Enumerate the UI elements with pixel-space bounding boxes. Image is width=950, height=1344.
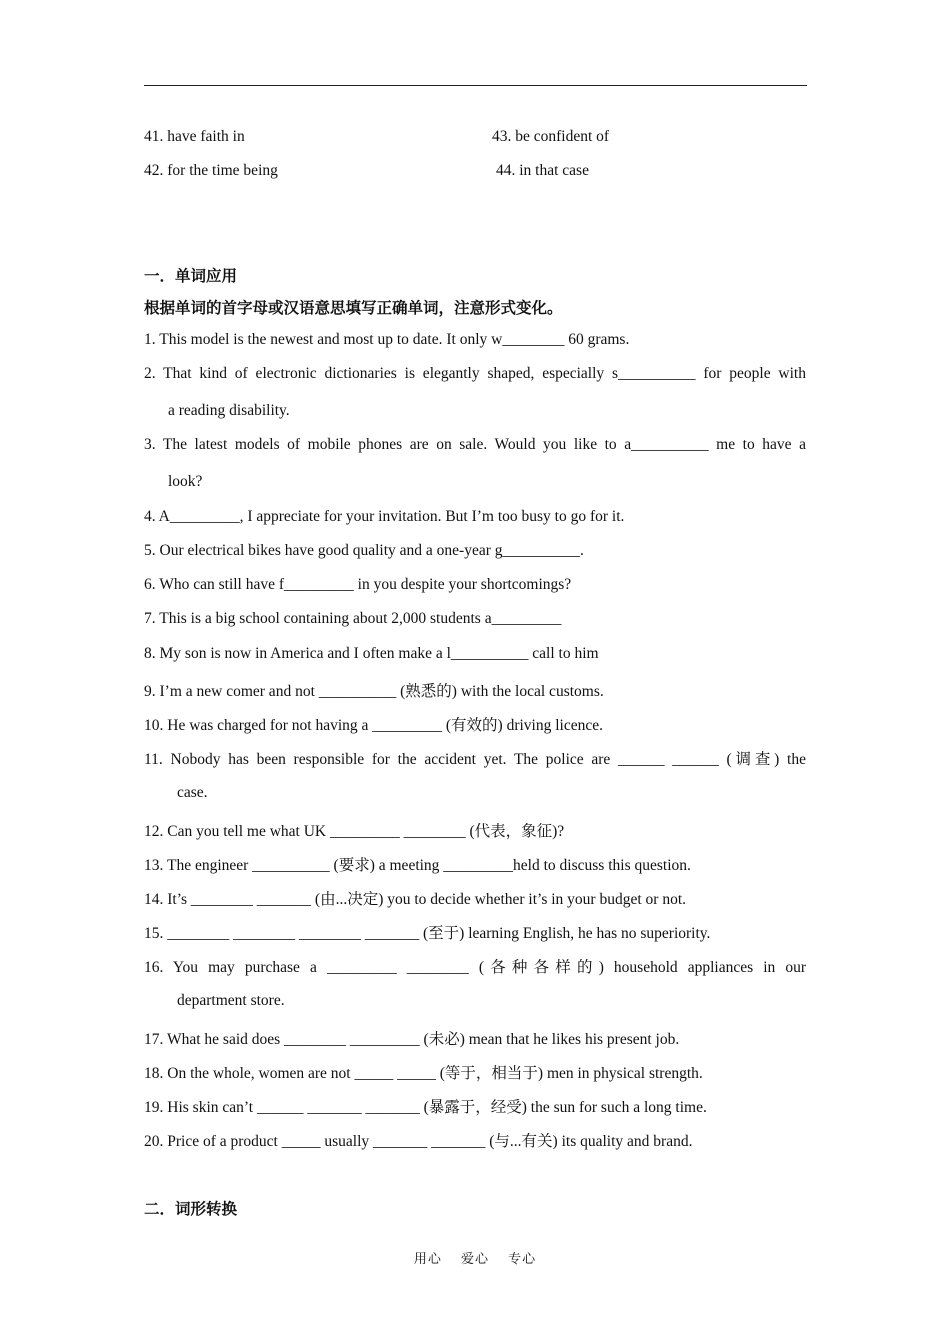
phrase-41: 41. have faith in [144, 128, 245, 145]
question-6: 6. Who can still have f_________ in you despite your shortcomings? [144, 576, 572, 593]
footer-word-2: 爱心 [460, 1252, 489, 1267]
section-1-instruction: 根据单词的首字母或汉语意思填写正确单词，注意形式变化。 [144, 299, 563, 317]
section-1-title: 一．单词应用 [144, 267, 238, 285]
question-16: 16. You may purchase a _________ ________ (各种各样的) household appliances in our [144, 959, 806, 976]
question-3-continuation: look? [168, 473, 203, 490]
question-5: 5. Our electrical bikes have good quality and a one-year g__________. [144, 542, 584, 559]
question-15: 15. ________ ________ ________ _______ (至于) learning English, he has no superiority. [144, 925, 711, 942]
question-12: 12. Can you tell me what UK _________ ________ (代表，象征)? [144, 823, 565, 840]
question-4: 4. A_________, I appreciate for your invitation. But I’m too busy to go for it. [144, 508, 625, 525]
question-2: 2. That kind of electronic dictionaries is elegantly shaped, especially s__________ for people with [144, 365, 806, 382]
footer-word-1: 用心 [413, 1252, 442, 1267]
page-footer [0, 1248, 950, 1267]
question-11: 11. Nobody has been responsible for the accident yet. The police are ______ ______ (调查) the [144, 751, 806, 768]
footer-word-3: 专心 [508, 1252, 537, 1267]
header-rule [144, 85, 807, 86]
phrase-43: 43. be confident of [492, 128, 610, 145]
phrase-42: 42. for the time being [144, 162, 278, 179]
question-10: 10. He was charged for not having a _________ (有效的) driving licence. [144, 717, 603, 734]
question-18: 18. On the whole, women are not _____ _____ (等于，相当于) men in physical strength. [144, 1065, 703, 1082]
question-8: 8. My son is now in America and I often make a l__________ call to him [144, 645, 599, 662]
question-14: 14. It’s ________ _______ (由...决定) you to decide whether it’s in your budget or not. [144, 891, 687, 908]
question-9: 9. I’m a new comer and not __________ (熟悉的) with the local customs. [144, 683, 604, 700]
question-17: 17. What he said does ________ _________ (未必) mean that he likes his present job. [144, 1031, 680, 1048]
phrase-44: 44. in that case [496, 162, 589, 179]
question-1: 1. This model is the newest and most up to date. It only w________ 60 grams. [144, 331, 630, 348]
question-7: 7. This is a big school containing about 2,000 students a_________ [144, 610, 562, 627]
question-20: 20. Price of a product _____ usually _______ _______ (与...有关) its quality and brand. [144, 1133, 693, 1150]
question-2-continuation: a reading disability. [168, 402, 290, 419]
question-16-continuation: department store. [177, 992, 285, 1009]
question-11-continuation: case. [177, 784, 208, 801]
question-3: 3. The latest models of mobile phones are on sale. Would you like to a__________ me to have a [144, 436, 806, 453]
question-13: 13. The engineer __________ (要求) a meeting _________held to discuss this question. [144, 857, 691, 874]
section-2-title: 二．词形转换 [144, 1200, 238, 1218]
question-19: 19. His skin can’t ______ _______ _______ (暴露于，经受) the sun for such a long time. [144, 1099, 707, 1116]
